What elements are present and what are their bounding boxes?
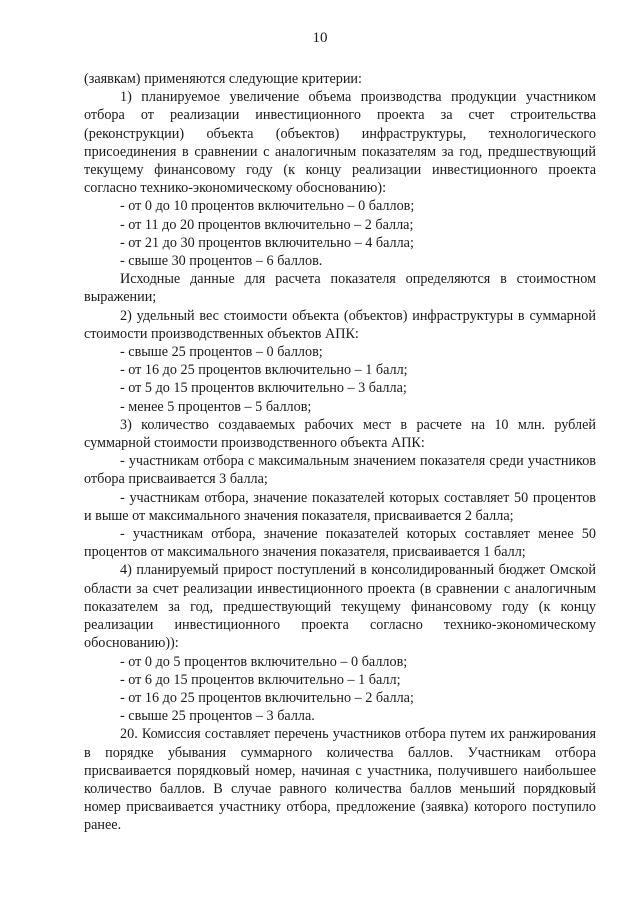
document-body	[84, 70, 596, 835]
criterion-1: 1) планируемое увеличение объема производства продукции участником отбора от реализации инвестиционного проекта за счет строительства (реконструкции) объекта (объектов) инфраструктуры, технологического присоединения в сравнении с аналогичным показателям за год, предшествующий текущему финансовому году (к концу реализации инвестиционного проекта согласно технико-экономическому обоснованию):	[84, 89, 596, 197]
criterion-2: 2) удельный вес стоимости объекта (объектов) инфраструктуры в суммарной стоимости производственных объектов АПК:	[84, 307, 596, 342]
criterion-4: 4) планируемый прирост поступлений в консолидированный бюджет Омской области за счет реализации инвестиционного проекта (в сравнении с аналогичным показателем за год, предшествующий текущему финансовому году (к концу реализации инвестиционного проекта согласно технико-экономическому обоснованию)):	[84, 562, 596, 652]
list-item: - участникам отбора с максимальным значением показателя среди участников отбора присваивается 3 балла;	[84, 453, 596, 488]
paragraph-intro: (заявкам) применяются следующие критерии:	[84, 71, 362, 87]
list-item: - свыше 25 процентов – 3 балла.	[120, 708, 315, 725]
page-number: 10	[312, 30, 328, 46]
list-item: - от 16 до 25 процентов включительно – 1 балл;	[120, 362, 408, 379]
list-item: - свыше 25 процентов – 0 баллов;	[120, 344, 323, 361]
section-20-paragraph: 20. Комиссия составляет перечень участников отбора путем их ранжирования в порядке убывания суммарного количества баллов. Участникам отбора присваивается порядковый номер, начиная с участника, получившего наибольшее количество баллов. В случае равного количества баллов меньший порядковый номер присваивается участнику отбора, предложение (заявка) которого поступило ранее.	[84, 726, 596, 834]
list-item: - от 16 до 25 процентов включительно – 2 балла;	[120, 689, 414, 706]
criterion-3: 3) количество создаваемых рабочих мест в расчете на 10 млн. рублей суммарной стоимости производственного объекта АПК:	[84, 416, 596, 452]
list-item: - от 0 до 10 процентов включительно – 0 баллов;	[120, 198, 415, 215]
paragraph-note: Исходные данные для расчета показателя определяются в стоимостном выражении;	[84, 271, 596, 306]
list-item: - от 0 до 5 процентов включительно – 0 баллов;	[120, 653, 408, 670]
list-item: - свыше 30 процентов – 6 баллов.	[120, 253, 323, 270]
list-item: - от 5 до 15 процентов включительно – 3 балла;	[120, 380, 407, 397]
list-item: - от 11 до 20 процентов включительно – 2 балла;	[120, 216, 414, 233]
list-item: - менее 5 процентов – 5 баллов;	[120, 398, 312, 415]
list-item: - от 6 до 15 процентов включительно – 1 балл;	[120, 671, 401, 688]
list-item: - участникам отбора, значение показателей которых составляет менее 50 процентов от максимального значения показателя, присваивается 1 балл;	[84, 526, 596, 561]
list-item: - участникам отбора, значение показателей которых составляет 50 процентов и выше от максимального значения показателя, присваивается 2 балла;	[84, 489, 596, 524]
list-item: - от 21 до 30 процентов включительно – 4 балла;	[120, 234, 414, 251]
